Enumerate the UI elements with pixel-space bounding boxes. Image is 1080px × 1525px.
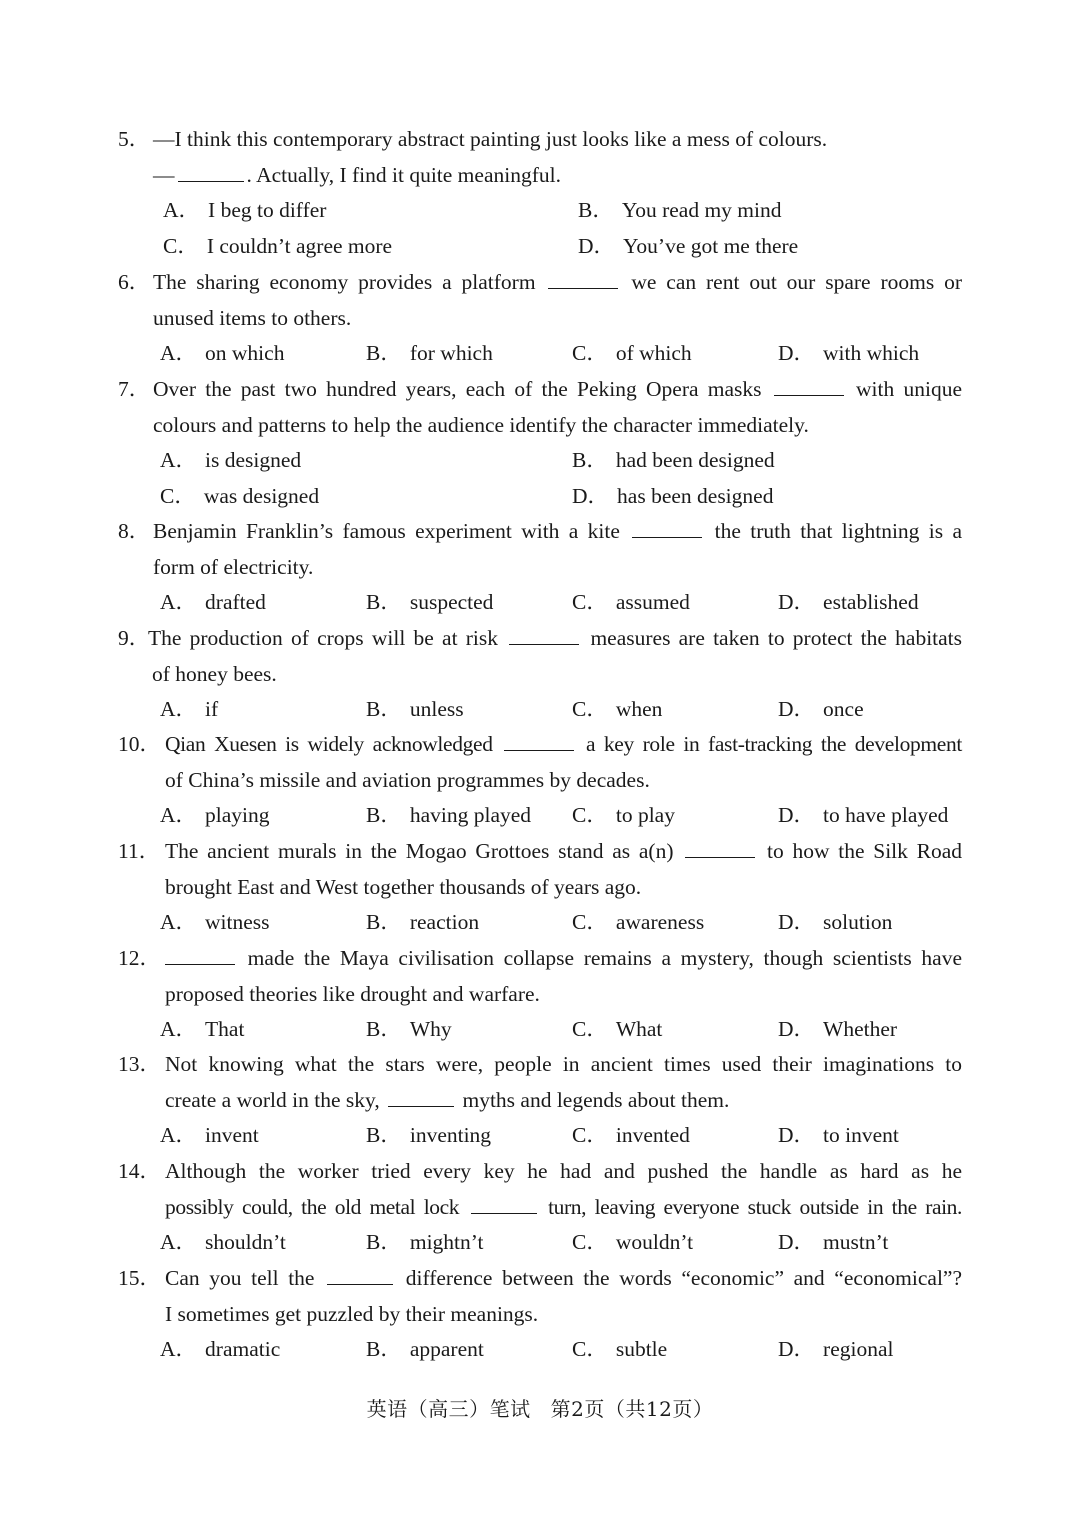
option-c <box>572 905 704 941</box>
text-before-blank: Benjamin Franklin’s famous experiment with a kite <box>153 519 620 543</box>
option-text: had been designed <box>615 448 775 473</box>
option-letter: A． <box>160 448 198 473</box>
option-letter: A． <box>160 910 198 935</box>
option-text: to play <box>615 803 675 828</box>
option-c <box>572 798 675 834</box>
option-c <box>572 1225 693 1261</box>
question-text <box>165 1261 962 1297</box>
option-text: That <box>205 1017 245 1042</box>
option-a <box>160 443 301 479</box>
option-letter: A． <box>160 341 198 366</box>
question-number: 13． <box>118 1052 162 1076</box>
option-c <box>572 1012 662 1048</box>
option-text: drafted <box>205 590 266 615</box>
question-text-cont <box>165 1083 962 1119</box>
option-text: to invent <box>823 1123 899 1148</box>
question-text <box>153 372 962 408</box>
option-letter: C． <box>572 590 608 615</box>
option-a <box>160 1012 244 1048</box>
text-after-blank: a key role in fast-tracking the development <box>586 732 962 756</box>
text-before-blank: Over the past two hundred years, each of the Peking Opera masks <box>153 377 762 401</box>
option-a <box>160 905 270 941</box>
option-text: if <box>205 697 219 722</box>
option-text: You read my mind <box>621 198 782 223</box>
option-letter: C． <box>160 483 196 508</box>
option-letter: A． <box>160 1230 198 1255</box>
options-row <box>0 1118 1080 1154</box>
option-letter: D． <box>778 910 816 935</box>
option-letter: D． <box>778 1017 816 1042</box>
text-before-blank: possibly could, the old metal lock <box>165 1194 460 1219</box>
question-text <box>165 834 962 870</box>
option-letter: A． <box>160 803 198 828</box>
option-text: was designed <box>203 483 320 508</box>
dialog-text: . Actually, I find it quite meaningful. <box>246 162 561 187</box>
question-5 <box>0 122 1080 264</box>
options-row <box>0 585 1080 621</box>
option-letter: B． <box>366 341 402 366</box>
option-d <box>778 1332 893 1368</box>
question-6 <box>0 265 1080 372</box>
option-text: invent <box>205 1123 259 1148</box>
option-letter: B． <box>366 1123 402 1148</box>
option-text: dramatic <box>205 1337 281 1362</box>
option-text: witness <box>205 910 270 935</box>
text-after-blank: made the Maya civilisation collapse remains a mystery, though scientists have <box>247 946 963 970</box>
option-letter: D． <box>572 483 610 508</box>
option-b <box>366 798 531 834</box>
option-letter: D． <box>778 341 816 366</box>
question-text-cont: of honey bees. <box>152 661 277 686</box>
option-c <box>572 336 692 372</box>
option-letter: B． <box>572 448 608 473</box>
option-text: once <box>823 697 864 722</box>
text-before-blank: The sharing economy provides a platform <box>153 270 536 294</box>
option-text: reaction <box>409 910 480 935</box>
option-d <box>778 1225 888 1261</box>
option-b <box>578 193 782 229</box>
option-letter: A． <box>160 590 198 615</box>
option-d <box>778 336 919 372</box>
question-text-cont: of China’s missile and aviation programmes by decades. <box>165 767 650 792</box>
text-before-blank: Qian Xuesen is widely acknowledged <box>165 732 493 756</box>
question-14 <box>0 1154 1080 1261</box>
option-letter: B． <box>366 1337 402 1362</box>
text-after-blank: myths and legends about them. <box>462 1087 730 1112</box>
answer-blank <box>388 1088 454 1107</box>
answer-blank <box>178 163 244 182</box>
question-11 <box>0 834 1080 941</box>
question-7 <box>0 372 1080 514</box>
question-text: — . Actually, I find it quite meaningful. <box>153 162 561 187</box>
question-number: 10． <box>118 732 162 756</box>
question-text-cont: brought East and West together thousands of years ago. <box>165 874 642 899</box>
option-letter: C． <box>572 803 608 828</box>
option-letter: D． <box>778 590 816 615</box>
option-b <box>366 905 479 941</box>
option-a <box>160 585 266 621</box>
option-text: on which <box>205 341 285 366</box>
options-grid <box>0 193 1080 229</box>
option-a <box>163 193 326 229</box>
option-text: Whether <box>823 1017 898 1042</box>
option-text: unless <box>409 697 464 722</box>
option-text: I beg to differ <box>208 198 327 223</box>
question-text-cont: proposed theories like drought and warfare. <box>165 981 540 1006</box>
option-text: regional <box>823 1337 894 1362</box>
question-text: Not knowing what the stars were, people in ancient times used their imaginations to <box>165 1052 962 1076</box>
option-b <box>366 692 464 728</box>
option-text: inventing <box>409 1123 492 1148</box>
option-b <box>366 1332 484 1368</box>
options-row <box>0 1012 1080 1048</box>
option-letter: D． <box>778 803 816 828</box>
option-text: solution <box>823 910 893 935</box>
options-grid <box>0 479 1080 515</box>
options-row <box>0 336 1080 372</box>
option-b <box>366 336 493 372</box>
answer-blank <box>327 1266 393 1285</box>
question-text: Although the worker tried every key he had and pushed the handle as hard as he <box>165 1159 962 1183</box>
question-text-cont: colours and patterns to help the audience identify the character immediately. <box>153 412 809 437</box>
option-text: having played <box>409 803 532 828</box>
option-letter: C． <box>572 910 608 935</box>
option-text: I couldn’t agree more <box>206 233 393 258</box>
text-after-blank: the truth that lightning is a <box>714 519 963 543</box>
option-text: Why <box>409 1017 452 1042</box>
option-letter: B． <box>366 697 402 722</box>
question-text-cont <box>165 1190 962 1226</box>
answer-blank <box>685 839 755 858</box>
option-text: You’ve got me there <box>623 233 799 258</box>
option-letter: D． <box>578 233 616 258</box>
option-c <box>572 1332 667 1368</box>
option-b <box>366 1225 484 1261</box>
text-after-blank: with unique <box>856 377 963 401</box>
option-d <box>778 905 892 941</box>
option-a <box>160 692 218 728</box>
option-letter: A． <box>160 1123 198 1148</box>
option-a <box>160 1118 259 1154</box>
answer-blank <box>471 1195 537 1214</box>
option-text: mightn’t <box>409 1230 484 1255</box>
question-12 <box>0 941 1080 1048</box>
page-footer <box>0 1393 1080 1422</box>
option-letter: B． <box>366 803 402 828</box>
option-a <box>160 1225 286 1261</box>
option-text: mustn’t <box>823 1230 889 1255</box>
text-after-blank: measures are taken to protect the habitats <box>590 626 963 650</box>
question-number: 15． <box>118 1266 162 1290</box>
option-text: playing <box>205 803 270 828</box>
question-text-cont: form of electricity. <box>153 554 314 579</box>
option-text: What <box>615 1017 663 1042</box>
option-text: subtle <box>615 1337 668 1362</box>
option-text: assumed <box>615 590 690 615</box>
option-text: shouldn’t <box>205 1230 286 1255</box>
option-letter: A． <box>160 697 198 722</box>
text-before-blank: The production of crops will be at risk <box>148 626 498 650</box>
option-letter: C． <box>572 697 608 722</box>
question-number: 8． <box>118 519 151 543</box>
option-a <box>160 336 284 372</box>
option-b <box>366 585 493 621</box>
options-grid <box>0 229 1080 265</box>
option-d <box>778 1118 899 1154</box>
option-c <box>572 585 690 621</box>
question-text-cont: I sometimes get puzzled by their meanings. <box>165 1301 539 1326</box>
option-text: wouldn’t <box>615 1230 694 1255</box>
option-b <box>366 1118 491 1154</box>
option-text: when <box>615 697 663 722</box>
question-text <box>165 941 962 977</box>
question-8 <box>0 514 1080 621</box>
option-d <box>778 692 864 728</box>
options-row <box>0 1332 1080 1368</box>
option-text: invented <box>615 1123 690 1148</box>
option-letter: A． <box>163 198 201 223</box>
options-grid <box>0 443 1080 479</box>
question-number: 12． <box>118 946 162 970</box>
text-before-blank: The ancient murals in the Mogao Grottoes stand as a(n) <box>165 839 674 863</box>
option-letter: C． <box>572 1337 608 1362</box>
footer-subject: 英语（高三）笔试 <box>366 1397 531 1421</box>
option-d <box>572 479 773 515</box>
option-c <box>163 229 392 265</box>
question-text <box>148 621 962 657</box>
option-letter: B． <box>366 1017 402 1042</box>
option-d <box>778 1012 897 1048</box>
text-after-blank: we can rent out our spare rooms or <box>631 270 963 294</box>
question-15 <box>0 1261 1080 1368</box>
answer-blank <box>504 732 574 751</box>
question-number: 7． <box>118 377 151 401</box>
text-after-blank: difference between the words “economic” and “economical”? <box>405 1266 963 1290</box>
text-before-blank: Can you tell the <box>165 1266 315 1290</box>
answer-blank <box>548 270 618 289</box>
option-c <box>572 1118 690 1154</box>
option-c <box>572 692 662 728</box>
option-text: to have played <box>823 803 949 828</box>
option-text: has been designed <box>617 483 774 508</box>
text-after-blank: turn, leaving everyone stuck outside in the rain. <box>548 1194 962 1219</box>
question-number: 11． <box>118 839 161 863</box>
option-text: with which <box>823 341 920 366</box>
answer-blank <box>632 519 702 538</box>
options-row <box>0 1225 1080 1261</box>
question-number: 14． <box>118 1159 162 1183</box>
question-text <box>153 265 962 301</box>
question-text <box>153 514 962 550</box>
options-row <box>0 692 1080 728</box>
options-row <box>0 798 1080 834</box>
option-letter: B． <box>578 198 614 223</box>
option-b <box>366 1012 452 1048</box>
option-letter: C． <box>572 1017 608 1042</box>
question-text-cont: unused items to others. <box>153 305 352 330</box>
option-text: for which <box>409 341 493 366</box>
option-letter: C． <box>572 1230 608 1255</box>
answer-blank <box>165 946 235 965</box>
answer-blank <box>509 626 579 645</box>
option-letter: A． <box>160 1337 198 1362</box>
option-text: awareness <box>615 910 705 935</box>
question-number: 9． <box>118 626 151 650</box>
option-text: of which <box>615 341 692 366</box>
question-text <box>165 727 962 763</box>
question-9 <box>0 621 1080 728</box>
option-letter: B． <box>366 910 402 935</box>
option-text: established <box>823 590 919 615</box>
option-d <box>578 229 798 265</box>
options-row <box>0 905 1080 941</box>
option-letter: C． <box>572 341 608 366</box>
question-number: 6． <box>118 270 151 294</box>
option-text: apparent <box>409 1337 484 1362</box>
text-before-blank: create a world in the sky, <box>165 1087 380 1112</box>
answer-blank <box>774 377 844 396</box>
option-letter: D． <box>778 1123 816 1148</box>
option-letter: B． <box>366 1230 402 1255</box>
option-b <box>572 443 775 479</box>
option-letter: C． <box>572 1123 608 1148</box>
option-letter: D． <box>778 697 816 722</box>
option-letter: D． <box>778 1230 816 1255</box>
option-text: suspected <box>409 590 494 615</box>
option-text: is designed <box>205 448 302 473</box>
question-10 <box>0 727 1080 834</box>
footer-page-number: 第2页（共12页） <box>550 1397 714 1421</box>
question-number: 5． <box>118 127 151 151</box>
option-letter: D． <box>778 1337 816 1362</box>
option-letter: A． <box>160 1017 198 1042</box>
option-letter: C． <box>163 233 199 258</box>
question-text: —I think this contemporary abstract painting just looks like a mess of colours. <box>153 127 828 151</box>
option-a <box>160 1332 280 1368</box>
option-d <box>778 798 948 834</box>
text-after-blank: to how the Silk Road <box>767 839 963 863</box>
question-13 <box>0 1047 1080 1154</box>
option-d <box>778 585 919 621</box>
option-letter: B． <box>366 590 402 615</box>
option-c <box>160 479 319 515</box>
option-a <box>160 798 270 834</box>
